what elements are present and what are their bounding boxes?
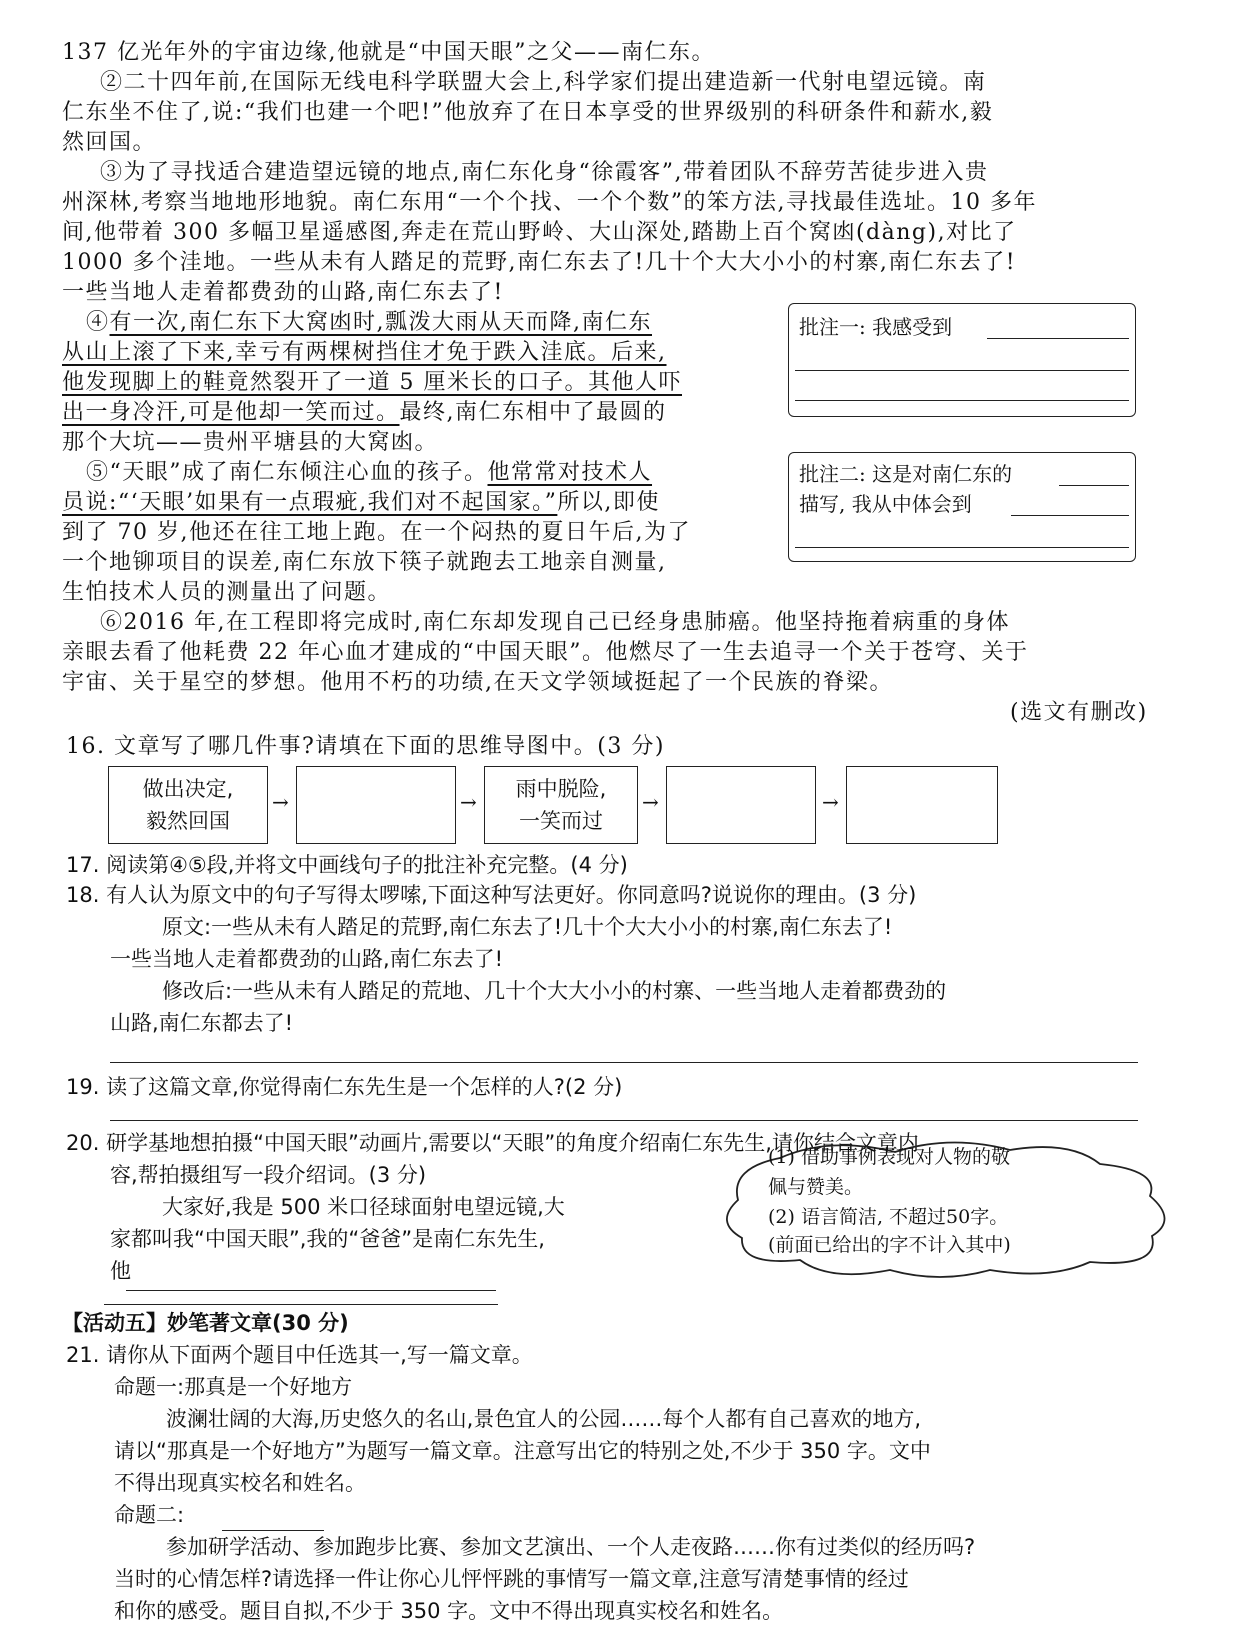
cloud-tip-line: (2) 语言简洁, 不超过50字。	[768, 1206, 1009, 1228]
article-paragraph-3-line: 1000 多个洼地。一些从未有人踏足的荒野,南仁东去了!几十个大大小小的村寨,南仁东去了!	[62, 250, 1017, 275]
cloud-tip-line: 佩与赞美。	[768, 1176, 864, 1198]
question-20-line2: 容,帮拍摄组写一段介绍词。(3 分)	[110, 1163, 427, 1187]
annotation-1-answer-line[interactable]	[795, 400, 1129, 401]
question-18: 18. 有人认为原文中的句子写得太啰嗦,下面这种写法更好。你同意吗?说说你的理由。(3 分)	[66, 883, 917, 907]
q20-answer-line[interactable]	[104, 1304, 498, 1305]
article-paragraph-5-line: 一个地铆项目的误差,南仁东放下筷子就跑去工地亲自测量,	[62, 550, 667, 575]
article-paragraph-5-line: 到了 70 岁,他还在往工地上跑。在一个闷热的夏日午后,为了	[62, 520, 691, 545]
article-paragraph-4-line	[62, 338, 667, 368]
question-21: 21. 请你从下面两个题目中任选其一,写一篇文章。	[66, 1343, 533, 1367]
question-17: 17. 阅读第④⑤段,并将文中画线句子的批注补充完整。(4 分)	[66, 853, 628, 877]
topic-2-title: 命题二:	[114, 1503, 185, 1527]
topic-1-body-line: 请以“那真是一个好地方”为题写一篇文章。注意写出它的特别之处,不少于 350 字。文中	[114, 1439, 931, 1463]
question-16: 16. 文章写了哪几件事?请填在下面的思维导图中。(3 分)	[66, 734, 665, 759]
underlined-sentence: 出一身冷汗,可是他却一笑而过。	[62, 400, 400, 425]
topic-1-body-line: 波澜壮阔的大海,历史悠久的名山,景色宜人的公园……每个人都有自己喜欢的地方,	[166, 1407, 922, 1431]
article-paragraph-3-line: ③为了寻找适合建造望远镜的地点,南仁东化身“徐霞客”,带着团队不辞劳苦徒步进入贵	[100, 160, 989, 185]
underlined-sentence: 员说:“‘天眼’如果有一点瑕疵,我们对不起国家。”	[62, 490, 558, 515]
underlined-sentence: 从山上滚了下来,幸亏有两棵树挡住才免于跌入洼底。后来,	[62, 340, 667, 365]
source-note: (选文有删改)	[1010, 700, 1148, 725]
topic-1-body-line: 不得出现真实校名和姓名。	[114, 1471, 366, 1495]
q20-intro-line: 家都叫我“中国天眼”,我的“爸爸”是南仁东先生,	[110, 1227, 545, 1251]
annotation-2-answer-line[interactable]	[1011, 515, 1129, 516]
annotation-2-answer-line[interactable]	[795, 547, 1129, 548]
question-19: 19. 读了这篇文章,你觉得南仁东先生是一个怎样的人?(2 分)	[66, 1075, 623, 1099]
annotation-2-label-line1: 批注二: 这是对南仁东的	[799, 462, 1013, 486]
topic-1-title: 命题一:那真是一个好地方	[114, 1375, 353, 1399]
article-paragraph-2-line: 仁东坐不住了,说:“我们也建一个吧!”他放弃了在日本享受的世界级别的科研条件和薪水,毅	[62, 100, 994, 125]
annotation-box-2	[788, 452, 1136, 562]
article-paragraph-5-line: 员说:“‘天眼’如果有一点瑕疵,我们对不起国家。”所以,即使	[62, 490, 660, 515]
topic-2-body-line: 当时的心情怎样?请选择一件让你心儿怦怦跳的事情写一篇文章,注意写清楚事情的经过	[114, 1567, 909, 1591]
underlined-sentence: 有一次,南仁东下大窝凼时,瓢泼大雨从天而降,南仁东	[109, 310, 652, 335]
q19-answer-line[interactable]	[110, 1120, 1138, 1121]
mind-map-blank-node[interactable]	[666, 766, 816, 844]
arrow-icon: →	[272, 790, 289, 814]
article-paragraph-1-tail: 137 亿光年外的宇宙边缘,他就是“中国天眼”之父——南仁东。	[62, 40, 715, 65]
q20-intro-line: 大家好,我是 500 米口径球面射电望远镜,大	[162, 1195, 565, 1219]
q18-original-line: 一些当地人走着都费劲的山路,南仁东去了!	[110, 947, 504, 971]
annotation-2-label-line2: 描写, 我从中体会到	[799, 492, 972, 516]
article-paragraph-4-line	[62, 368, 682, 398]
q20-intro-line: 他	[110, 1259, 131, 1283]
article-paragraph-6-line: ⑥2016 年,在工程即将完成时,南仁东却发现自己已经身患肺癌。他坚持拖着病重的身体	[100, 610, 1010, 635]
q18-revised-line: 山路,南仁东都去了!	[110, 1011, 294, 1035]
underlined-sentence: 他发现脚上的鞋竟然裂开了一道 5 厘米长的口子。其他人吓	[62, 370, 682, 395]
q18-original-line: 原文:一些从未有人踏足的荒野,南仁东去了!几十个大大小小的村寨,南仁东去了!	[162, 915, 893, 939]
article-paragraph-3-line: 州深林,考察当地地形地貌。南仁东用“一个个找、一个个数”的笨方法,寻找最佳选址。10 多年	[62, 190, 1037, 215]
article-paragraph-5-line: 生怕技术人员的测量出了问题。	[62, 580, 392, 605]
topic-2-body-line: 参加研学活动、参加跑步比赛、参加文艺演出、一个人走夜路……你有过类似的经历吗?	[166, 1535, 976, 1559]
topic-2-title-blank[interactable]	[222, 1530, 324, 1531]
mind-map-blank-node[interactable]	[846, 766, 998, 844]
article-paragraph-4-line: ④有一次,南仁东下大窝凼时,瓢泼大雨从天而降,南仁东	[86, 310, 652, 335]
topic-2-body-line: 和你的感受。题目自拟,不少于 350 字。文中不得出现真实校名和姓名。	[114, 1599, 784, 1623]
article-paragraph-6-line: 宇宙、关于星空的梦想。他用不朽的功绩,在天文学领域挺起了一个民族的脊梁。	[62, 670, 893, 695]
article-paragraph-4-line: 那个大坑——贵州平塘县的大窝凼。	[62, 430, 439, 455]
mind-map-blank-node[interactable]	[296, 766, 456, 844]
article-paragraph-3-line: 一些当地人走着都费劲的山路,南仁东去了!	[62, 280, 504, 305]
article-paragraph-5-line: ⑤“天眼”成了南仁东倾注心血的孩子。他常常对技术人	[86, 460, 653, 485]
mind-map-node: 做出决定, 毅然回国	[108, 766, 268, 844]
annotation-box-1	[788, 303, 1136, 417]
question-20-line1: 20. 研学基地想拍摄“中国天眼”动画片,需要以“天眼”的角度介绍南仁东先生,请你结合文章内	[66, 1131, 919, 1155]
q18-answer-line[interactable]	[110, 1062, 1138, 1063]
annotation-1-label: 批注一: 我感受到	[799, 315, 953, 339]
arrow-icon: →	[822, 790, 839, 814]
underlined-sentence: 他常常对技术人	[487, 460, 653, 485]
article-paragraph-6-line: 亲眼去看了他耗费 22 年心血才建成的“中国天眼”。他燃尽了一生去追寻一个关于苍穹、关于	[62, 640, 1029, 665]
article-paragraph-3-line: 间,他带着 300 多幅卫星遥感图,奔走在荒山野岭、大山深处,踏勘上百个窝凼(dàng),对比了	[62, 220, 1017, 245]
article-paragraph-4-line: 出一身冷汗,可是他却一笑而过。最终,南仁东相中了最圆的	[62, 400, 667, 425]
cloud-tip-line: (前面已给出的字不计入其中)	[768, 1234, 1011, 1256]
cloud-tip-line: (1) 借助事例表现对人物的敬	[768, 1146, 1010, 1168]
annotation-2-answer-line[interactable]	[1059, 485, 1129, 486]
annotation-1-answer-line[interactable]	[987, 338, 1129, 339]
annotation-1-answer-line[interactable]	[795, 370, 1129, 371]
mind-map-node: 雨中脱险, 一笑而过	[484, 766, 638, 844]
arrow-icon: →	[460, 790, 477, 814]
tips-cloud	[710, 1130, 1180, 1280]
article-paragraph-2-line: 然回国。	[62, 130, 157, 155]
activity-5-title: 【活动五】妙笔著文章(30 分)	[62, 1311, 349, 1335]
article-paragraph-2-line: ②二十四年前,在国际无线电科学联盟大会上,科学家们提出建造新一代射电望远镜。南	[100, 70, 987, 95]
arrow-icon: →	[642, 790, 659, 814]
q20-answer-line[interactable]	[126, 1290, 496, 1291]
q18-revised-line: 修改后:一些从未有人踏足的荒地、几十个大大小小的村寨、一些当地人走着都费劲的	[162, 979, 947, 1003]
